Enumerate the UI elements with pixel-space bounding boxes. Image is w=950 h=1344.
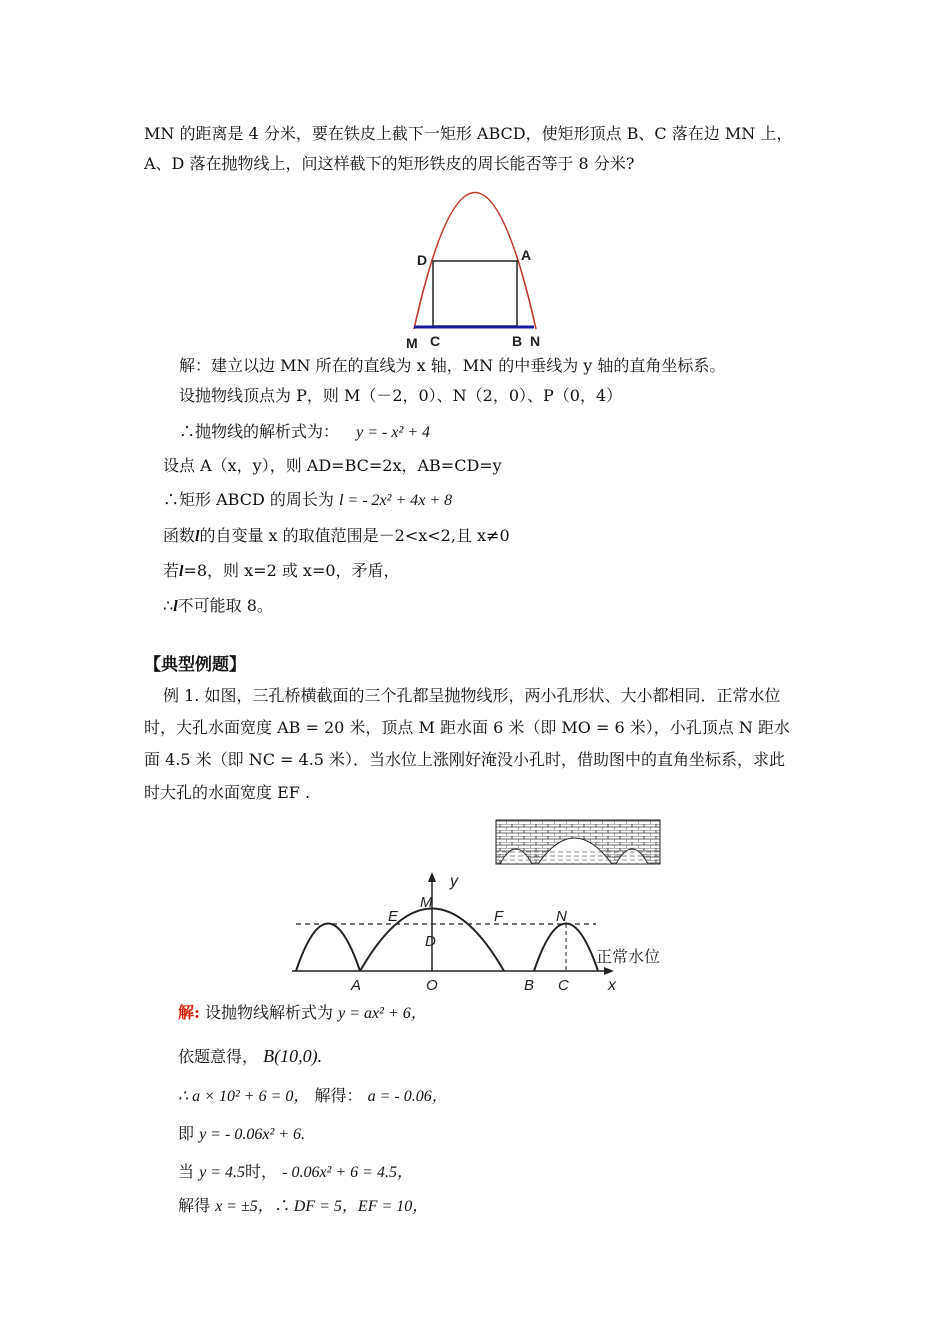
solution1-line-3 <box>179 421 430 444</box>
label-m: M <box>406 335 418 351</box>
label-m2: M <box>420 894 433 911</box>
x-axis-arrow <box>604 967 614 975</box>
solution1-line-6-l: l <box>195 528 200 545</box>
bridge-illustration <box>494 818 662 866</box>
label-a: A <box>521 247 532 263</box>
solution1-line-8-a: ∴ <box>163 596 174 615</box>
solution2-line-5-text: 当 <box>178 1162 195 1181</box>
example1-line-1: 例 1. 如图，三孔桥横截面的三个孔都呈抛物线形，两小孔形状、大小都相同．正常水位 <box>163 686 781 705</box>
label-n2: N <box>556 908 567 925</box>
solution2-line-5-t2: 时， <box>245 1162 278 1181</box>
label-c2: C <box>558 977 569 994</box>
solution1-line-7-a: 若 <box>163 561 180 580</box>
solution2-line-5-m2: - 0.06x² + 6 = 4.5， <box>282 1164 413 1181</box>
label-n: N <box>530 333 541 349</box>
solution2-line-1-text: 设抛物线解析式为 <box>205 1003 334 1022</box>
solution2-line-4-math: y = - 0.06x² + 6. <box>199 1126 306 1143</box>
example1-line-2: 时，大孔水面宽度 AB = 20 米，顶点 M 距水面 6 米（即 MO = 6 米），小孔顶点 N 距水 <box>144 718 790 737</box>
solution2-line-1 <box>178 1002 427 1025</box>
solution1-line-8-b: 不可能取 8。 <box>177 596 273 615</box>
label-a2: A <box>351 977 362 994</box>
label-x: x <box>608 977 616 994</box>
solution1-line-3-text: ∴抛物线的解析式为： <box>179 422 340 441</box>
section-heading: 【典型例题】 <box>144 655 246 675</box>
label-c: C <box>430 333 441 349</box>
solution1-line-7 <box>163 560 400 583</box>
solution1-line-5 <box>163 489 452 512</box>
solution2-line-1-math: y = ax² + 6， <box>338 1005 427 1022</box>
solution2-line-3-b: 解得： <box>314 1086 363 1105</box>
label-e: E <box>388 908 399 925</box>
solution2-line-2 <box>178 1045 322 1068</box>
parabola-equation: y = - x² + 4 <box>356 424 431 441</box>
label-normal-water-level: 正常水位 <box>596 949 661 966</box>
intro-line-2: A、D 落在抛物线上，问这样截下的矩形铁皮的周长能否等于 8 分米? <box>144 154 635 173</box>
solution1-line-7-b: =8，则 x=2 或 x=0，矛盾， <box>183 561 400 580</box>
label-d: D <box>417 252 428 268</box>
label-y: y <box>450 873 458 890</box>
solution2-line-3-a: ∴ a × 10² + 6 = 0， <box>178 1088 310 1105</box>
label-d2: D <box>425 933 436 950</box>
solution2-line-6-math: x = ±5，∴ DF = 5，EF = 10， <box>215 1198 429 1215</box>
solution2-line-6 <box>178 1195 428 1218</box>
solution2-line-5-m1: y = 4.5 <box>199 1164 246 1181</box>
example1-line-4: 时大孔的水面宽度 EF . <box>144 783 311 802</box>
example1-line-3: 面 4.5 米（即 NC = 4.5 米）．当水位上涨刚好淹没小孔时，借助图中的直角坐标系，求此 <box>144 750 786 769</box>
solution1-line-2: 设抛物线顶点为 P，则 M（－2，0）、N（2，0）、P（0，4） <box>179 386 623 405</box>
y-axis-arrow <box>428 872 436 882</box>
figure-three-arch-bridge <box>286 868 686 996</box>
solution2-line-6-text: 解得 <box>178 1196 211 1215</box>
solution2-line-3-c: a = - 0.06， <box>367 1088 448 1105</box>
solution1-line-6-a: 函数 <box>163 526 196 545</box>
solution1-line-8 <box>163 595 273 618</box>
small-arch-left <box>296 924 360 972</box>
intro-line-1: MN 的距离是 4 分米，要在铁皮上截下一矩形 ABCD，使矩形顶点 B、C 落在边 MN 上， <box>144 124 793 143</box>
solution1-line-5-text: ∴矩形 ABCD 的周长为 <box>163 490 334 509</box>
solution1-line-7-l: l <box>179 563 184 580</box>
solution2-line-3 <box>178 1085 448 1108</box>
label-b: B <box>512 333 523 349</box>
solution1-line-8-l: l <box>173 598 178 615</box>
solution2-line-4-text: 即 <box>178 1124 195 1143</box>
perimeter-equation: l = - 2x² + 4x + 8 <box>338 492 453 509</box>
solution1-line-6 <box>163 525 510 548</box>
solution2-line-2-math: B(10,0). <box>263 1046 323 1066</box>
figure-parabola-rectangle <box>400 186 560 352</box>
label-f: F <box>494 908 504 925</box>
solution2-label: 解: <box>178 1003 200 1022</box>
solution1-line-1: 解：建立以边 MN 所在的直线为 x 轴，MN 的中垂线为 y 轴的直角坐标系。 <box>179 356 726 375</box>
label-b2: B <box>524 977 535 994</box>
solution1-line-6-b: 的自变量 x 的取值范围是－2<x<2,且 x≠0 <box>199 526 510 545</box>
solution2-line-2-text: 依题意得， <box>178 1047 259 1066</box>
solution2-line-4 <box>178 1123 305 1146</box>
label-o: O <box>426 977 438 994</box>
solution1-line-4: 设点 A（x，y），则 AD=BC=2x，AB=CD=y <box>163 456 502 475</box>
solution2-line-5 <box>178 1161 413 1184</box>
